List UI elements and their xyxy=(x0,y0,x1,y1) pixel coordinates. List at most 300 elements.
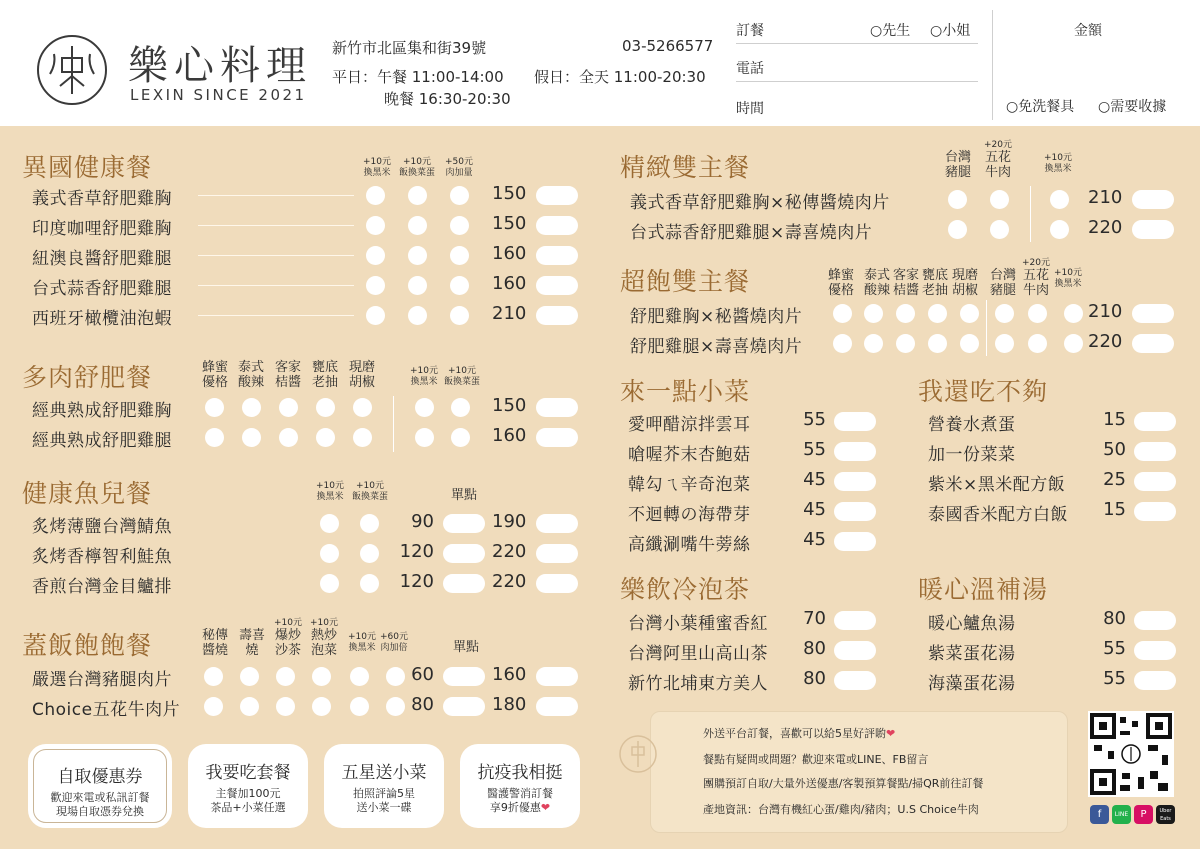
quantity-box[interactable] xyxy=(834,442,876,461)
option-circle[interactable] xyxy=(360,574,379,593)
option-circle[interactable] xyxy=(960,334,979,353)
addon-header xyxy=(1050,268,1086,290)
option-circle[interactable] xyxy=(276,667,295,686)
addon-price: +10元 xyxy=(403,157,431,167)
quantity-box[interactable] xyxy=(1132,334,1174,353)
section-title: 精緻雙主餐 xyxy=(620,153,751,182)
quantity-box[interactable] xyxy=(834,412,876,431)
option-circle[interactable] xyxy=(242,398,261,417)
option-circle[interactable] xyxy=(995,304,1014,323)
quantity-box[interactable] xyxy=(834,502,876,521)
sauce-name: 蜂蜜 xyxy=(201,360,228,375)
menu-item-name: 台灣阿里山高山茶 xyxy=(628,644,768,664)
addon-price: +10元 xyxy=(363,157,391,167)
quantity-box[interactable] xyxy=(536,398,578,417)
menu-item-name: 舒肥雞胸×秘醬燒肉片 xyxy=(630,307,803,327)
sauce-name: 蜂蜜 xyxy=(827,268,854,283)
single-price: 160 xyxy=(492,664,527,685)
menu-item-name: 炙烤薄鹽台灣鯖魚 xyxy=(32,517,172,537)
option-circle[interactable] xyxy=(450,306,469,325)
menu-item-name: 舒肥雞腿×壽喜燒肉片 xyxy=(630,337,803,357)
leader-line xyxy=(198,255,354,256)
coupon-line: 拍照評論5星 xyxy=(353,787,415,800)
option-circle[interactable] xyxy=(240,697,259,716)
addon-header xyxy=(1040,153,1076,175)
menu-item-name: 台灣小葉種蜜香紅 xyxy=(628,614,768,634)
menu-item-name: 香煎台灣金目鱸排 xyxy=(32,577,172,597)
option-circle[interactable] xyxy=(320,544,339,563)
menu-item-price: 80 xyxy=(803,668,826,689)
option-circle[interactable] xyxy=(366,306,385,325)
addon-header xyxy=(312,481,348,503)
menu-item-price: 90 xyxy=(411,511,434,532)
option-name: 豬腿 xyxy=(944,165,971,180)
menu-item-name: 印度咖哩舒肥雞胸 xyxy=(32,219,172,239)
section-title: 異國健康餐 xyxy=(22,153,153,182)
coupon-title: 自取優惠券 xyxy=(57,767,143,787)
sauce-name: 桔醬 xyxy=(892,283,919,298)
menu-item-name: Choice五花牛肉片 xyxy=(32,700,181,720)
option-circle[interactable] xyxy=(279,428,298,447)
option-circle[interactable] xyxy=(928,334,947,353)
coupon-desc xyxy=(188,787,308,815)
option-circle[interactable] xyxy=(360,544,379,563)
option-circle[interactable] xyxy=(408,186,427,205)
menu-header xyxy=(0,0,1200,126)
quantity-box[interactable] xyxy=(536,246,578,265)
quantity-box[interactable] xyxy=(1134,412,1176,431)
quantity-box[interactable] xyxy=(443,544,485,563)
coupon-title: 抗疫我相挺 xyxy=(477,763,563,783)
addon-header xyxy=(342,632,382,654)
option-circle[interactable] xyxy=(450,276,469,295)
menu-item-price: 60 xyxy=(411,664,434,685)
option-circle[interactable] xyxy=(408,306,427,325)
addon-name: 飯換菜蛋 xyxy=(351,492,388,502)
option-circle[interactable] xyxy=(451,398,470,417)
option-header xyxy=(197,628,233,658)
addon-name: 換黑米 xyxy=(410,377,438,387)
menu-item-name: 義式香草舒肥雞胸 xyxy=(32,189,172,209)
option-circle[interactable] xyxy=(386,667,405,686)
quantity-box[interactable] xyxy=(536,574,578,593)
option-circle[interactable] xyxy=(1050,190,1069,209)
option-circle[interactable] xyxy=(312,667,331,686)
quantity-box[interactable] xyxy=(834,472,876,491)
quantity-box[interactable] xyxy=(536,544,578,563)
option-header xyxy=(270,618,306,658)
option-name: 五花 xyxy=(984,150,1011,165)
option-circle[interactable] xyxy=(350,697,369,716)
option-circle[interactable] xyxy=(1028,334,1047,353)
coupon-medical[interactable] xyxy=(460,744,580,828)
option-circle[interactable] xyxy=(276,697,295,716)
addon-header xyxy=(440,366,484,388)
option-circle[interactable] xyxy=(366,276,385,295)
addon-header xyxy=(348,481,392,503)
addon-name: 換黑米 xyxy=(1044,164,1072,174)
addon-name: 肉加倍 xyxy=(380,643,408,653)
addon-price: +10元 xyxy=(1044,153,1072,163)
option-header xyxy=(940,150,976,180)
option-circle[interactable] xyxy=(205,428,224,447)
order-row[interactable] xyxy=(736,14,978,44)
option-circle[interactable] xyxy=(990,220,1009,239)
leader-line xyxy=(198,225,354,226)
column-divider xyxy=(1030,186,1031,242)
option-name: 台灣 xyxy=(944,150,971,165)
option-circle[interactable] xyxy=(279,398,298,417)
sauce-name: 優格 xyxy=(201,375,228,390)
quantity-box[interactable] xyxy=(536,667,578,686)
addon-header xyxy=(378,632,410,654)
option-circle[interactable] xyxy=(353,398,372,417)
option-circle[interactable] xyxy=(896,304,915,323)
option-name: 台灣 xyxy=(989,268,1016,283)
ubereats-icon[interactable]: Uber Eats xyxy=(1156,805,1175,824)
coupon-line: 送小菜一碟 xyxy=(356,801,412,814)
option-circle[interactable] xyxy=(948,220,967,239)
quantity-box[interactable] xyxy=(1132,304,1174,323)
section-title: 來一點小菜 xyxy=(620,377,751,406)
option-name: 醬燒 xyxy=(201,643,228,658)
quantity-box[interactable] xyxy=(536,306,578,325)
menu-item-name: 加一份菜菜 xyxy=(928,445,1016,465)
quantity-box[interactable] xyxy=(1132,220,1174,239)
mr-option[interactable]: ○先生 xyxy=(870,23,911,39)
sauce-header xyxy=(197,360,233,390)
menu-item-name: 不迴轉の海帶芽 xyxy=(628,505,751,525)
line-icon[interactable]: LINE xyxy=(1112,805,1131,824)
quantity-box[interactable] xyxy=(443,667,485,686)
option-surcharge: +10元 xyxy=(274,618,302,628)
need-receipt-option[interactable]: ○需要收據 xyxy=(1098,99,1167,115)
coupon-title: 我要吃套餐 xyxy=(205,763,291,783)
single-price: 220 xyxy=(492,541,527,562)
hours-holiday: 假日：全天 11:00-20:30 xyxy=(534,68,706,86)
option-name: 爆炒 xyxy=(274,628,301,643)
option-circle[interactable] xyxy=(204,667,223,686)
menu-item-name: 經典熟成舒肥雞腿 xyxy=(32,431,172,451)
option-circle[interactable] xyxy=(366,246,385,265)
coupon-title: 五星送小菜 xyxy=(341,763,427,783)
option-circle[interactable] xyxy=(896,334,915,353)
quantity-box[interactable] xyxy=(1134,472,1176,491)
menu-item-price: 210 xyxy=(1088,187,1123,208)
menu-item-name: 義式香草舒肥雞胸×秘傳醬燒肉片 xyxy=(630,193,890,213)
menu-item-price: 70 xyxy=(803,608,826,629)
menu-item-price: 15 xyxy=(1103,499,1126,520)
addon-price: +10元 xyxy=(410,366,438,376)
coupon-five-star[interactable] xyxy=(324,744,444,828)
option-circle[interactable] xyxy=(1064,334,1083,353)
option-circle[interactable] xyxy=(1028,304,1047,323)
menu-item-price: 50 xyxy=(1103,439,1126,460)
menu-item-price: 15 xyxy=(1103,409,1126,430)
option-circle[interactable] xyxy=(386,697,405,716)
menu-item-name: 紫菜蛋花湯 xyxy=(928,644,1016,664)
option-surcharge: +20元 xyxy=(1022,258,1050,268)
menu-item-name: 台式蒜香舒肥雞腿×壽喜燒肉片 xyxy=(630,223,873,243)
option-name: 秘傳 xyxy=(201,628,228,643)
addon-name: 換黑米 xyxy=(348,643,376,653)
option-circle[interactable] xyxy=(408,246,427,265)
single-price: 220 xyxy=(492,571,527,592)
single-header: 單點 xyxy=(452,640,479,655)
coupon-line: 茶品+小菜任選 xyxy=(210,801,286,814)
section-title: 樂飲冷泡茶 xyxy=(620,575,751,604)
menu-item-price: 25 xyxy=(1103,469,1126,490)
section-title: 我還吃不夠 xyxy=(918,377,1049,406)
hours-dinner: 晚餐 16:30-20:30 xyxy=(384,90,511,108)
time-row[interactable] xyxy=(736,92,978,122)
option-circle[interactable] xyxy=(240,667,259,686)
menu-item-name: 紫米×黑米配方飯 xyxy=(928,475,1066,495)
menu-item-price: 80 xyxy=(803,638,826,659)
option-circle[interactable] xyxy=(864,304,883,323)
section-title: 多肉舒肥餐 xyxy=(22,363,153,392)
no-utensils-option[interactable]: ○免洗餐具 xyxy=(1006,99,1075,115)
quantity-box[interactable] xyxy=(1132,190,1174,209)
divider xyxy=(992,10,993,120)
menu-item-price: 160 xyxy=(492,425,527,446)
menu-item-price: 45 xyxy=(803,499,826,520)
sauce-name: 酸辣 xyxy=(237,375,264,390)
sauce-name: 優格 xyxy=(827,283,854,298)
quantity-box[interactable] xyxy=(443,574,485,593)
single-price: 190 xyxy=(492,511,527,532)
option-circle[interactable] xyxy=(316,398,335,417)
menu-item-price: 55 xyxy=(1103,638,1126,659)
section-title: 超飽雙主餐 xyxy=(620,267,751,296)
menu-item-name: 炙烤香檸智利鮭魚 xyxy=(32,547,172,567)
section-title: 蓋飯飽飽餐 xyxy=(22,631,153,660)
menu-item-name: 西班牙橄欖油泡蝦 xyxy=(32,309,172,329)
menu-item-name: 愛呷醋涼拌雲耳 xyxy=(628,415,751,435)
option-circle[interactable] xyxy=(366,186,385,205)
info-box xyxy=(650,711,1068,833)
option-circle[interactable] xyxy=(928,304,947,323)
option-circle[interactable] xyxy=(833,304,852,323)
menu-item-name: 嚴選台灣豬腿肉片 xyxy=(32,670,172,690)
time-label: 時間 xyxy=(736,101,764,117)
menu-item-name: 高纖涮嘴牛蒡絲 xyxy=(628,535,751,555)
info-line: 產地資訊：台灣有機紅心蛋/雞肉/豬肉；U.S Choice牛肉 xyxy=(703,803,979,816)
coupon-desc xyxy=(324,787,444,815)
option-circle[interactable] xyxy=(205,398,224,417)
sauce-header xyxy=(344,360,380,390)
ms-option[interactable]: ○小姐 xyxy=(930,23,971,39)
hours-weekday: 平日：午餐 11:00-14:00 xyxy=(332,68,504,86)
sauce-header xyxy=(307,360,343,390)
qr-code-icon[interactable] xyxy=(1088,711,1174,797)
quantity-box[interactable] xyxy=(443,697,485,716)
phone-row[interactable] xyxy=(736,52,978,82)
quantity-box[interactable] xyxy=(834,671,876,690)
addon-name: 換黑米 xyxy=(316,492,344,502)
sauce-name: 客家 xyxy=(274,360,301,375)
sauce-header xyxy=(918,268,952,298)
menu-item-price: 160 xyxy=(492,243,527,264)
option-circle[interactable] xyxy=(450,216,469,235)
sauce-name: 甕底 xyxy=(921,268,948,283)
option-circle[interactable] xyxy=(995,334,1014,353)
addon-price: +50元 xyxy=(445,157,473,167)
coupon-line: 現場自取憑券兌換 xyxy=(56,805,144,818)
option-name: 五花 xyxy=(1022,268,1049,283)
option-circle[interactable] xyxy=(451,428,470,447)
coupon-line-text: 享9折優惠 xyxy=(489,801,541,814)
section-title: 暖心溫補湯 xyxy=(918,575,1049,604)
option-circle[interactable] xyxy=(408,276,427,295)
info-line: 團購預訂自取/大量外送優惠/客製預算餐點/掃QR前往訂餐 xyxy=(703,777,984,790)
menu-item-price: 45 xyxy=(803,469,826,490)
option-circle[interactable] xyxy=(360,514,379,533)
quantity-box[interactable] xyxy=(536,216,578,235)
addon-header xyxy=(404,366,444,388)
coupon-line xyxy=(460,801,580,815)
quantity-box[interactable] xyxy=(1134,502,1176,521)
coupon-desc xyxy=(460,787,580,815)
option-header xyxy=(1018,258,1054,298)
option-circle[interactable] xyxy=(833,334,852,353)
option-circle[interactable] xyxy=(353,428,372,447)
single-price: 180 xyxy=(492,694,527,715)
quantity-box[interactable] xyxy=(1134,641,1176,660)
phone-label: 電話 xyxy=(736,61,764,77)
option-circle[interactable] xyxy=(960,304,979,323)
addon-name: 換黑米 xyxy=(363,168,391,178)
sauce-name: 胡椒 xyxy=(348,375,375,390)
option-circle[interactable] xyxy=(1064,304,1083,323)
sauce-header xyxy=(948,268,982,298)
option-circle[interactable] xyxy=(366,216,385,235)
quantity-box[interactable] xyxy=(834,611,876,630)
option-circle[interactable] xyxy=(320,574,339,593)
addon-header xyxy=(360,157,394,179)
leader-line xyxy=(198,195,354,196)
sauce-name: 胡椒 xyxy=(951,283,978,298)
quantity-box[interactable] xyxy=(536,276,578,295)
column-divider xyxy=(986,300,987,356)
sauce-name: 現磨 xyxy=(951,268,978,283)
sauce-name: 現磨 xyxy=(348,360,375,375)
option-name: 泡菜 xyxy=(310,643,337,658)
addon-price: +10元 xyxy=(316,481,344,491)
lexin-watermark-icon xyxy=(618,734,658,774)
option-circle[interactable] xyxy=(948,190,967,209)
option-circle[interactable] xyxy=(312,697,331,716)
quantity-box[interactable] xyxy=(834,532,876,551)
store-address: 新竹市北區集和街39號 xyxy=(332,39,487,57)
menu-item-name: 泰國香米配方白飯 xyxy=(928,505,1068,525)
heart-icon: ❤ xyxy=(540,801,551,814)
coupon-set-meal[interactable] xyxy=(188,744,308,828)
coupon-line: 醫護警消訂餐 xyxy=(487,787,553,800)
option-circle[interactable] xyxy=(1050,220,1069,239)
option-name: 燒 xyxy=(245,643,259,658)
sauce-name: 甕底 xyxy=(311,360,338,375)
menu-item-price: 220 xyxy=(1088,331,1123,352)
section-title: 健康魚兒餐 xyxy=(22,479,153,508)
option-circle[interactable] xyxy=(990,190,1009,209)
sauce-header xyxy=(270,360,306,390)
option-circle[interactable] xyxy=(415,428,434,447)
option-header xyxy=(234,628,270,658)
single-header: 單點 xyxy=(450,488,477,503)
option-circle[interactable] xyxy=(316,428,335,447)
coupon-line: 歡迎來電或私訊訂餐 xyxy=(50,791,150,804)
quantity-box[interactable] xyxy=(536,428,578,447)
foodpanda-icon[interactable]: P xyxy=(1134,805,1153,824)
option-circle[interactable] xyxy=(408,216,427,235)
option-circle[interactable] xyxy=(242,428,261,447)
addon-price: +10元 xyxy=(448,366,476,376)
quantity-box[interactable] xyxy=(1134,671,1176,690)
heart-icon: ❤ xyxy=(886,727,896,740)
addon-header xyxy=(440,157,478,179)
option-circle[interactable] xyxy=(415,398,434,417)
menu-item-price: 210 xyxy=(492,303,527,324)
sauce-name: 桔醬 xyxy=(274,375,301,390)
leader-line xyxy=(198,285,354,286)
quantity-box[interactable] xyxy=(536,697,578,716)
brand-tagline: LEXIN SINCE 2021 xyxy=(130,86,307,104)
quantity-box[interactable] xyxy=(443,514,485,533)
menu-item-name: 韓勾ㄟ辛奇泡菜 xyxy=(628,475,751,495)
option-name: 沙茶 xyxy=(274,643,301,658)
menu-item-price: 150 xyxy=(492,395,527,416)
quantity-box[interactable] xyxy=(1134,611,1176,630)
option-circle[interactable] xyxy=(350,667,369,686)
option-circle[interactable] xyxy=(320,514,339,533)
option-circle[interactable] xyxy=(204,697,223,716)
menu-item-price: 220 xyxy=(1088,217,1123,238)
amount-label: 金額 xyxy=(1074,23,1102,39)
option-surcharge: +20元 xyxy=(984,140,1012,150)
menu-item-price: 55 xyxy=(803,409,826,430)
quantity-box[interactable] xyxy=(1134,442,1176,461)
brand-name: 樂心料理 xyxy=(128,43,312,89)
quantity-box[interactable] xyxy=(536,186,578,205)
sauce-name: 老抽 xyxy=(921,283,948,298)
option-circle[interactable] xyxy=(450,246,469,265)
coupon-line: 主餐加100元 xyxy=(215,787,281,800)
store-phone: 03-5266577 xyxy=(622,37,714,55)
menu-item-name: 嗆喔芥末杏鮑菇 xyxy=(628,445,751,465)
option-name: 壽喜 xyxy=(238,628,265,643)
info-line: 餐點有疑問或問題？歡迎來電或LINE、FB留言 xyxy=(703,753,929,766)
sauce-header xyxy=(824,268,858,298)
coupon-pickup[interactable] xyxy=(28,744,172,828)
info-text: 外送平台訂餐，喜歡可以給5星好評喲 xyxy=(703,727,886,740)
facebook-icon[interactable]: f xyxy=(1090,805,1109,824)
menu-item-price: 120 xyxy=(399,541,434,562)
coupon-desc xyxy=(32,791,168,819)
option-circle[interactable] xyxy=(450,186,469,205)
addon-header xyxy=(396,157,438,179)
column-divider xyxy=(393,396,394,452)
addon-name: 飯換菜蛋 xyxy=(443,377,480,387)
menu-item-name: 紐澳良醬舒肥雞腿 xyxy=(32,249,172,269)
quantity-box[interactable] xyxy=(834,641,876,660)
quantity-box[interactable] xyxy=(536,514,578,533)
sauce-name: 老抽 xyxy=(311,375,338,390)
option-circle[interactable] xyxy=(864,334,883,353)
addon-price: +10元 xyxy=(348,632,376,642)
menu-item-price: 150 xyxy=(492,183,527,204)
option-name: 牛肉 xyxy=(984,165,1011,180)
